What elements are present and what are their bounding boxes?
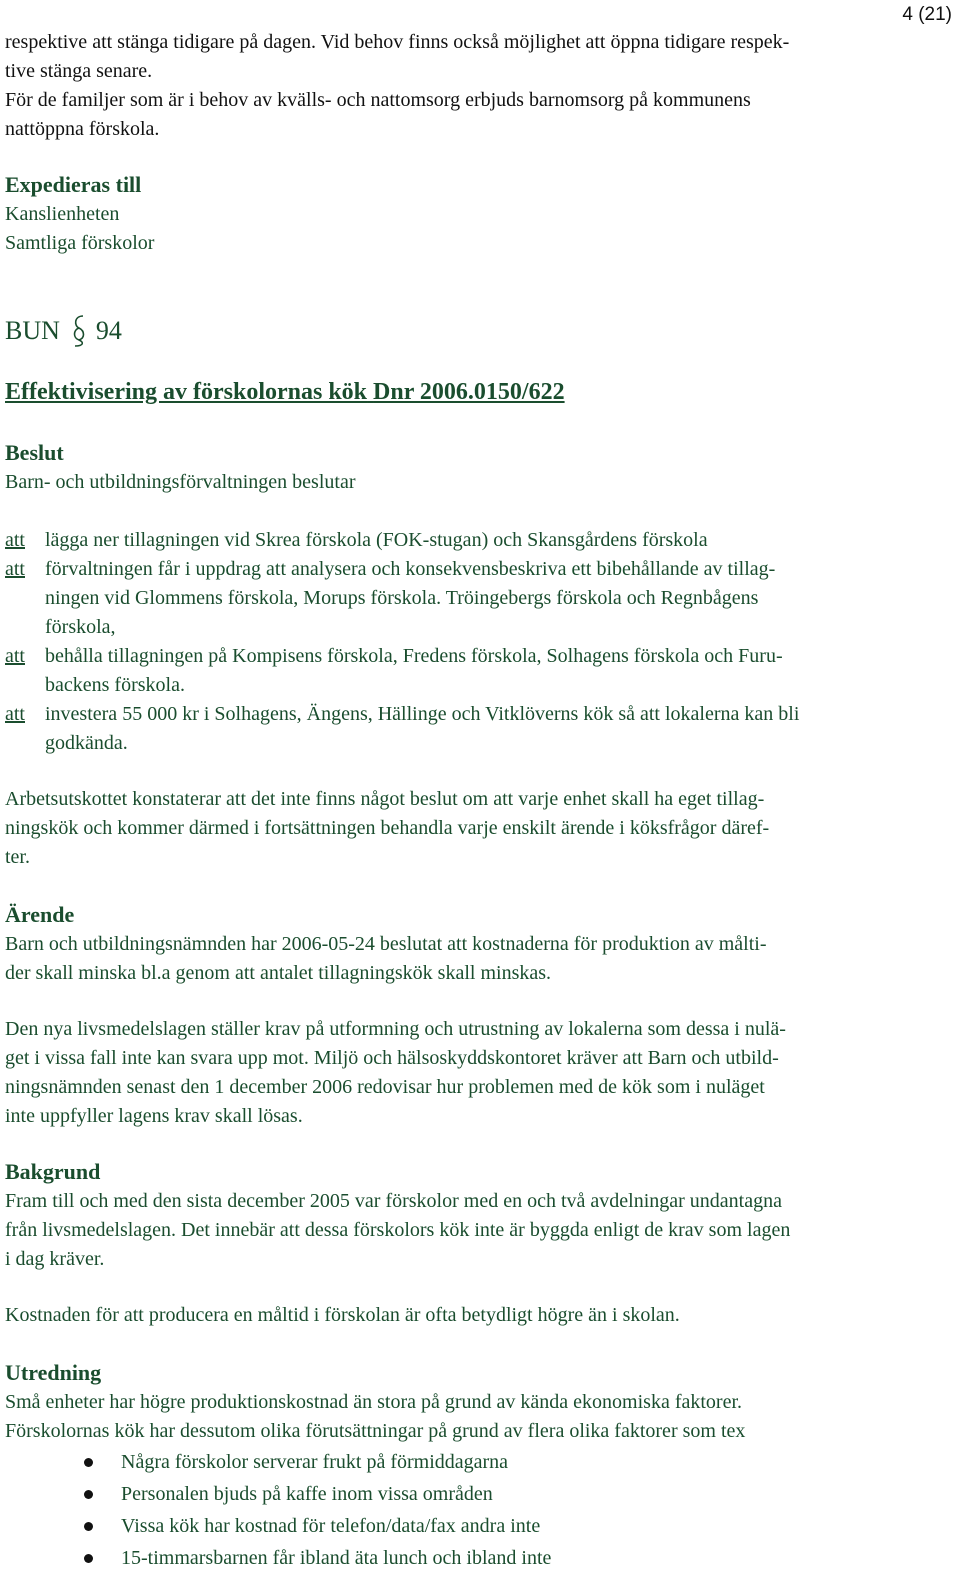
bakgrund-text: Fram till och med den sista december 2005 var förskolor med en och två avdelningar undantagna — [5, 1190, 782, 1212]
bullet-icon — [84, 1458, 93, 1467]
decision-key: att — [5, 703, 25, 725]
paragraph-number: 94 — [95, 316, 122, 345]
list-item — [5, 1446, 745, 1478]
beslut-note: Arbetsutskottet konstaterar att det inte finns något beslut om att varje enhet skall ha eget tillag- — [5, 788, 765, 810]
intro-line: tive stänga senare. — [5, 60, 153, 82]
bakgrund-section — [5, 1157, 790, 1330]
arende-text: Barn och utbildningsnämnden har 2006-05-24 beslutat att kostnaderna för produktion av målti- — [5, 933, 767, 955]
beslut-heading: Beslut — [5, 440, 64, 465]
decision-item — [5, 526, 950, 555]
list-item — [5, 1510, 745, 1542]
beslut-note: ningskök och kommer därmed i fortsättningen behandla varje enskilt ärende i köksfrågor däref- — [5, 817, 770, 839]
utredning-section — [5, 1358, 745, 1574]
arende-text: der skall minska bl.a genom att antalet tillagningskök skall minskas. — [5, 962, 552, 984]
arende-text: Den nya livsmedelslagen ställer krav på utformning och utrustning av lokalerna som dessa i nulä- — [5, 1018, 786, 1040]
decision-text: förvaltningen får i uppdrag att analysera och konsekvensbeskriva ett bibehållande av tillag- — [45, 558, 776, 580]
bakgrund-text: Kostnaden för att producera en måltid i förskolan är ofta betydligt högre än i skolan. — [5, 1304, 680, 1326]
decision-text: förskola, — [45, 616, 116, 638]
decision-text: backens förskola. — [45, 674, 185, 696]
utredning-bullet-list — [5, 1446, 745, 1574]
arende-text: get i vissa fall inte kan svara upp mot. Miljö och hälsoskyddskontoret kräver att Barn och utbild- — [5, 1047, 779, 1069]
intro-line: nattöppna förskola. — [5, 118, 160, 140]
decision-item — [5, 555, 950, 642]
utredning-text: Förskolornas kök har dessutom olika förutsättningar på grund av flera olika faktorer som tex — [5, 1420, 746, 1442]
utredning-heading: Utredning — [5, 1360, 102, 1385]
page-number: 4 (21) — [902, 4, 952, 25]
arende-section — [5, 900, 786, 1131]
paragraph-prefix: BUN — [5, 316, 60, 345]
intro-paragraph — [5, 28, 789, 144]
intro-line: För de familjer som är i behov av kvälls- och nattomsorg erbjuds barnomsorg på kommunens — [5, 89, 751, 111]
decision-key: att — [5, 645, 25, 667]
beslut-intro: Barn- och utbildningsförvaltningen beslutar — [5, 471, 356, 493]
list-item — [5, 1478, 745, 1510]
section-sign-icon — [70, 314, 88, 348]
list-item — [5, 1542, 745, 1574]
decision-text: investera 55 000 kr i Solhagens, Ängens, Hällinge och Vitklöverns kök så att lokalerna kan bli — [45, 703, 800, 725]
decision-text: behålla tillagningen på Kompisens förskola, Fredens förskola, Solhagens förskola och Furu- — [45, 645, 783, 667]
decision-text: godkända. — [45, 732, 128, 754]
list-item-text: Personalen bjuds på kaffe inom vissa områden — [121, 1483, 493, 1505]
decision-item — [5, 700, 950, 758]
list-item-text: 15-timmarsbarnen får ibland äta lunch och ibland inte — [121, 1547, 552, 1569]
paragraph-reference — [5, 314, 122, 348]
decision-text: ningen vid Glommens förskola, Morups förskola. Tröingebergs förskola och Regnbågens — [45, 587, 759, 609]
list-item-text: Vissa kök har kostnad för telefon/data/fax andra inte — [121, 1515, 541, 1537]
bakgrund-text: från livsmedelslagen. Det innebär att dessa förskolors kök inte är byggda enligt de krav som lagen — [5, 1219, 791, 1241]
decision-text: lägga ner tillagningen vid Skrea förskola (FOK-stugan) och Skansgårdens förskola — [45, 529, 708, 551]
expedieras-heading: Expedieras till — [5, 172, 142, 197]
list-item-text: Några förskolor serverar frukt på förmiddagarna — [121, 1451, 509, 1473]
beslut-note: ter. — [5, 846, 30, 868]
bakgrund-heading: Bakgrund — [5, 1159, 101, 1184]
arende-heading: Ärende — [5, 902, 75, 927]
beslut-section — [5, 438, 950, 872]
case-title-text: Effektivisering av förskolornas kök — [5, 379, 368, 405]
case-dnr: Dnr 2006.0150/622 — [373, 379, 565, 405]
bullet-icon — [84, 1554, 93, 1563]
bullet-icon — [84, 1490, 93, 1499]
utredning-text: Små enheter har högre produktionskostnad än stora på grund av kända ekonomiska faktorer. — [5, 1391, 743, 1413]
expedieras-section — [5, 170, 154, 258]
decision-item — [5, 642, 950, 700]
bakgrund-text: i dag kräver. — [5, 1248, 105, 1270]
arende-text: inte uppfyller lagens krav skall lösas. — [5, 1105, 303, 1127]
recipient: Kanslienheten — [5, 203, 120, 225]
bullet-icon — [84, 1522, 93, 1531]
arende-text: ningsnämnden senast den 1 december 2006 redovisar hur problemen med de kök som i nuläget — [5, 1076, 765, 1098]
decision-key: att — [5, 529, 25, 551]
decision-key: att — [5, 558, 25, 580]
intro-line: respektive att stänga tidigare på dagen. Vid behov finns också möjlighet att öppna tidigare respek- — [5, 31, 790, 53]
case-title — [5, 376, 565, 408]
recipient: Samtliga förskolor — [5, 232, 155, 254]
